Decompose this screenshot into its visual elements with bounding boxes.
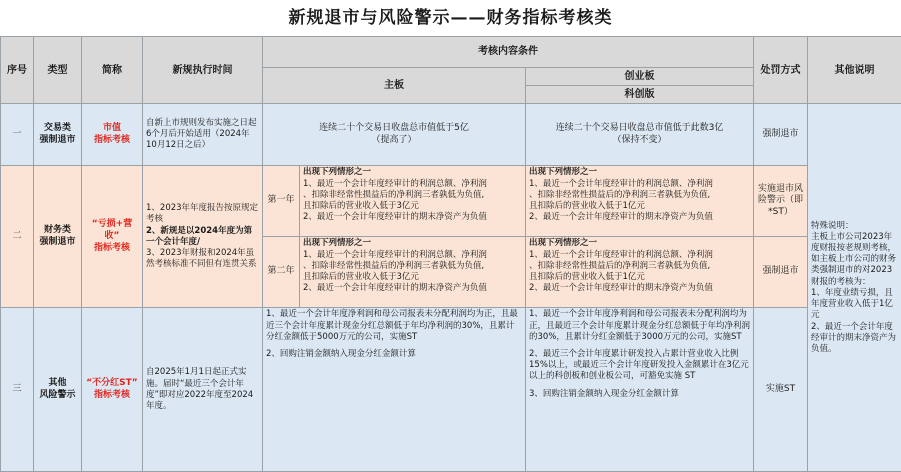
row2-time-line: 3、2023年财报和2024年虽然考核标准不同但有连贯关系	[146, 248, 257, 270]
row2-gem-year2	[526, 237, 754, 308]
row3-main-condition	[263, 308, 526, 472]
row1-main-note: （提高了）	[371, 134, 417, 145]
row3-abbr: “不分红ST” 指标考核	[82, 308, 143, 472]
header-conditions: 考核内容条件	[263, 37, 754, 68]
row3-gem-condition	[526, 308, 754, 472]
other-notes-title: 特殊说明：	[811, 220, 854, 231]
row2-penalty-year2: 强制退市	[754, 237, 808, 308]
row2-main-year1	[300, 166, 526, 237]
row2-time	[143, 166, 263, 308]
other-notes-line: 主板上市公司2023年度财报按老规则考核，如主板上市公司的财务类强制退市的对2023财报的考核为：	[811, 231, 897, 287]
condition-line: 、扣除非经常性损益后的净利润三者孰低为负值,	[529, 260, 711, 271]
condition-line: 1、最近一个会计年度经审计的利润总额、净利润	[303, 249, 487, 260]
condition-line: 1、最近一个会计年度净利润和母公司报表未分配利润均为正，且最近三个会计年度累计现金分红总额低于年均净利润的30%，且累计分红金额低于3000万元的公司，实施ST	[529, 309, 751, 342]
row1-gem-note: （保持不变）	[612, 134, 667, 145]
row1-main-condition	[263, 104, 526, 166]
row1-time: 自新上市规则发布实施之日起6个月后开始适用（2024年10月12日之后）	[143, 104, 263, 166]
condition-head: 出现下列情形之一	[529, 167, 598, 178]
row1-type: 交易类 强制退市	[34, 104, 82, 166]
header-gem: 创业板	[526, 68, 754, 86]
header-other: 其他说明	[808, 37, 901, 104]
row2-seq: 二	[1, 166, 34, 308]
row1-penalty: 强制退市	[754, 104, 808, 166]
condition-line: 、扣除非经常性损益后的净利润三者孰低为负值,	[303, 189, 485, 200]
row2-gem-year1	[526, 166, 754, 237]
condition-line: 2、回购注销金额纳入现金分红金额计算	[266, 349, 416, 360]
other-notes	[808, 104, 901, 472]
condition-line: 、扣除非经常性损益后的净利润三者孰低为负值,	[303, 260, 485, 271]
row2-time-line: 2、新规是以2024年度为第一个会计年度/	[146, 225, 253, 247]
condition-line: 1、最近一个会计年度经审计的利润总额、净利润	[303, 178, 487, 189]
row2-type: 财务类 强制退市	[34, 166, 82, 308]
condition-line: 且扣除后的营业收入低于1亿元	[529, 201, 645, 212]
other-notes-line: 1、年度业绩亏损，且年度营业收入低于1亿元	[811, 287, 893, 321]
condition-line: 2、最近一个会计年度经审计的期末净资产为负值	[303, 283, 487, 294]
condition-line: 3、回购注销金额纳入现金分红金额计算	[529, 388, 679, 399]
row3-time: 自2025年1月1日起正式实施。届时“最近三个会计年度”即对应2022年度至2024年度。	[143, 308, 263, 472]
header-type: 类型	[34, 37, 82, 104]
condition-line: 2、最近三个会计年度累计研发投入占累计营业收入比例15%以上，或最近三个会计年度研发投入金额累计在3亿元以上的科创板和创业板公司，可豁免实施 ST	[529, 349, 749, 382]
row3-seq: 三	[1, 308, 34, 472]
condition-head: 出现下列情形之一	[529, 238, 598, 249]
row1-gem-condition	[526, 104, 754, 166]
row3-penalty: 实施ST	[754, 308, 808, 472]
row2-penalty-year1: 实施退市风险警示（即 *ST）	[754, 166, 808, 237]
header-penalty: 处罚方式	[754, 37, 808, 104]
header-time: 新规执行时间	[143, 37, 263, 104]
condition-line: 且扣除后的营业收入低于3亿元	[303, 201, 419, 212]
header-seq: 序号	[1, 37, 34, 104]
condition-line: 2、最近一个会计年度经审计的期末净资产为负值	[529, 283, 713, 294]
header-star: 科创版	[526, 86, 754, 104]
condition-head: 出现下列情形之一	[303, 167, 372, 178]
condition-head: 出现下列情形之一	[303, 238, 372, 249]
condition-line: 1、最近一个会计年度经审计的利润总额、净利润	[529, 178, 713, 189]
row1-abbr: 市值 指标考核	[82, 104, 143, 166]
condition-line: 1、最近一个会计年度净利润和母公司报表未分配利润均为正，且最近三个会计年度累计现金分红总额低于年均净利润的30%，且累计分红金额低于5000万元的公司，实施ST	[266, 309, 518, 342]
condition-line: 2、最近一个会计年度经审计的期末净资产为负值	[529, 212, 713, 223]
row2-year2-label: 第二年	[263, 237, 300, 308]
indicator-table	[0, 36, 901, 472]
condition-line: 且扣除后的营业收入低于3亿元	[303, 272, 419, 283]
condition-line: 2、最近一个会计年度经审计的期末净资产为负值	[303, 212, 487, 223]
condition-line: 、扣除非经常性损益后的净利润三者孰低为负值,	[529, 189, 711, 200]
page-title: 新规退市与风险警示——财务指标考核类	[288, 8, 613, 28]
condition-line: 且扣除后的营业收入低于1亿元	[529, 272, 645, 283]
header-main-board: 主板	[263, 68, 526, 104]
row2-year1-label: 第一年	[263, 166, 300, 237]
row2-time-line: 1、2023年年度报告按原规定考核	[146, 203, 259, 225]
row2-main-year2	[300, 237, 526, 308]
other-notes-line: 2、最近一个会计年度经审计的期末净资产为负值。	[811, 321, 897, 354]
row2-abbr: “亏损+营收” 指标考核	[82, 166, 143, 308]
row1-gem-text: 连续二十个交易日收盘总市值低于此数3亿	[555, 123, 724, 133]
header-abbr: 简称	[82, 37, 143, 104]
row1-seq: 一	[1, 104, 34, 166]
condition-line: 1、最近一个会计年度经审计的利润总额、净利润	[529, 249, 713, 260]
row3-type: 其他 风险警示	[34, 308, 82, 472]
row1-main-text: 连续二十个交易日收盘总市值低于5亿	[319, 123, 469, 133]
